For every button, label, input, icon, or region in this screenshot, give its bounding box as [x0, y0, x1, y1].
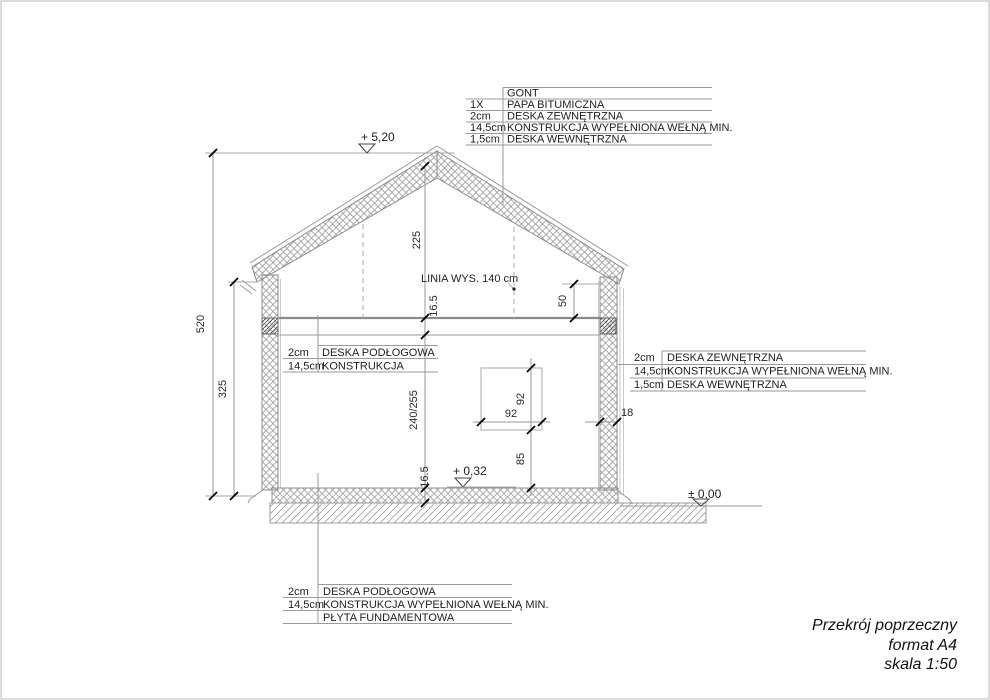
table-cell: 1X — [470, 99, 484, 111]
wall-layers-table — [618, 351, 893, 391]
table-cell: GONT — [507, 87, 539, 100]
table-cell: 14,5cm — [288, 360, 325, 373]
table-cell: 1,5cm — [470, 133, 500, 146]
dim-room-height: 240/255 — [408, 390, 420, 430]
height-line-annotation — [421, 273, 518, 291]
right-wall — [600, 277, 617, 490]
table-cell: 2cm — [288, 586, 309, 598]
dim-knee-wall: 50 — [557, 294, 569, 308]
table-cell: KONSTRUKCJA WYPEŁNIONA WEŁNĄ MIN. — [507, 122, 733, 134]
table-cell: DESKA PODŁOGOWA — [323, 586, 436, 598]
table-cell: DESKA PODŁOGOWA — [322, 347, 435, 359]
roof-left-slope — [252, 151, 437, 282]
dim-floor-thickness: 16.5 — [419, 466, 431, 488]
table-cell: 2cm — [470, 110, 491, 123]
left-drip-edge — [248, 490, 263, 503]
dim-sill-height: 85 — [515, 452, 527, 466]
level-triangle-icon — [455, 478, 471, 487]
table-cell: DESKA WEWNĘTRZNA — [507, 133, 627, 146]
table-cell: DESKA ZEWNĘTRZNA — [667, 352, 784, 364]
roof-layers-table — [466, 88, 733, 206]
drawing-title: Przekrój poprzeczny — [812, 617, 957, 634]
table-cell: DESKA WEWNĘTRZNA — [667, 379, 787, 391]
table-cell: 14,5cm — [288, 599, 325, 611]
drawing-scale: skala 1:50 — [884, 656, 957, 673]
left-wall — [262, 275, 278, 490]
table-cell: KONSTRUKCJA WYPEŁNIONA WEŁNĄ MIN. — [323, 599, 549, 611]
level-floor-value: + 0,32 — [453, 464, 487, 478]
dim-window-height: 92 — [515, 392, 527, 406]
height-line-label: LINIA WYS. 140 cm — [421, 273, 519, 285]
level-ridge — [359, 130, 395, 153]
window-opening — [481, 368, 542, 430]
roof — [250, 146, 628, 284]
level-floor — [447, 464, 516, 487]
dim-storey-height: 325 — [217, 379, 229, 399]
table-cell: 1,5cm — [634, 379, 664, 391]
dim-total-height: 520 — [195, 314, 207, 334]
table-cell: PAPA BITUMICZNA — [507, 99, 605, 111]
right-drip-edge — [617, 490, 632, 504]
title-block — [812, 617, 958, 673]
dim-wall-thickness: 18 — [621, 407, 634, 419]
floor-layers-table — [283, 315, 438, 373]
left-floor-beam — [262, 318, 278, 334]
dim-deck-thickness: 16.5 — [428, 295, 440, 317]
table-cell: 2cm — [288, 347, 309, 359]
table-cell: 14,5cm — [470, 122, 507, 134]
sheet-border — [1, 1, 989, 699]
table-cell: 14,5cm — [634, 365, 671, 378]
table-cell: 2cm — [634, 352, 655, 364]
roof-right-slope — [437, 151, 624, 284]
drawing-format: format A4 — [888, 637, 957, 654]
level-triangle-icon — [359, 144, 375, 153]
table-cell: KONSTRUKCJA — [322, 360, 404, 373]
level-ridge-value: + 5,20 — [361, 130, 395, 144]
leader-dot — [512, 287, 515, 290]
intermediate-floor — [262, 318, 616, 335]
level-ground-value: ± 0,00 — [688, 487, 722, 501]
table-cell: KONSTRUKCJA WYPEŁNIONA WEŁNĄ MIN. — [667, 365, 893, 378]
dimension-lines — [195, 149, 633, 507]
dim-attic-height: 225 — [411, 230, 423, 250]
right-floor-beam — [600, 318, 616, 334]
table-cell: PŁYTA FUNDAMENTOWA — [323, 612, 455, 624]
table-cell: DESKA ZEWNĘTRZNA — [507, 110, 624, 123]
dim-window-width: 92 — [504, 408, 518, 420]
ground-floor-deck — [272, 488, 618, 503]
